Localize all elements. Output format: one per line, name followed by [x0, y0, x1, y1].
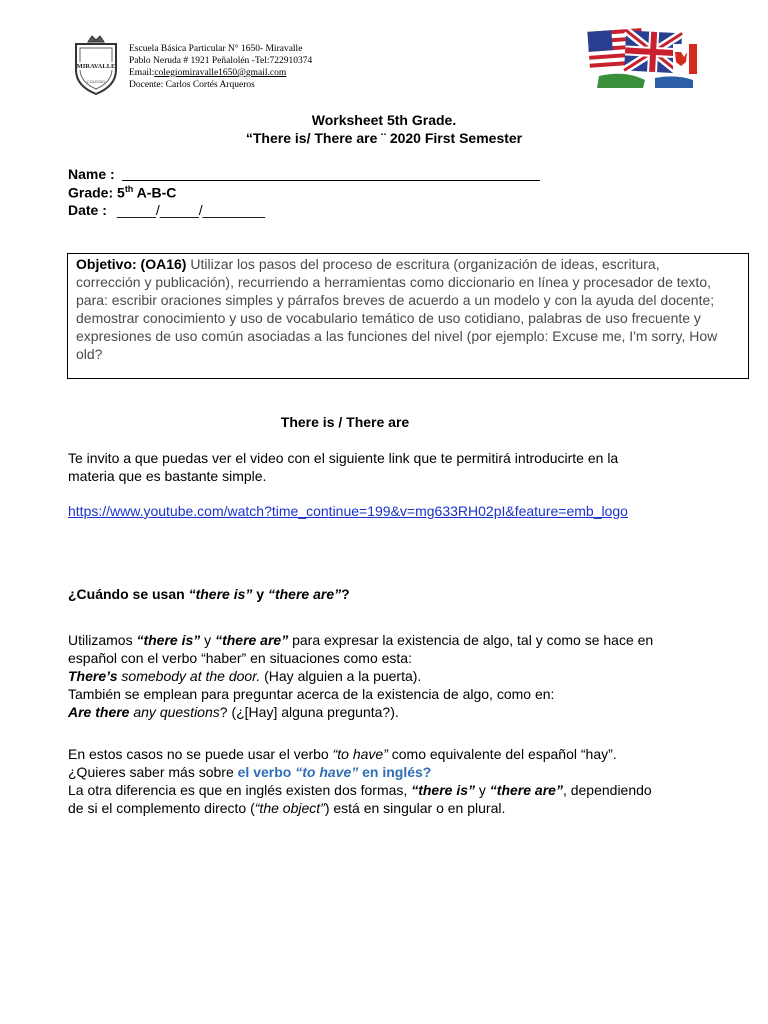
- logo-text: MIRAVALLE: [76, 63, 116, 70]
- school-logo: [72, 34, 120, 96]
- objective-text: [76, 255, 744, 363]
- closing-text: ) está en singular o en plural.: [324, 800, 506, 816]
- usage-paragraph: [68, 631, 748, 721]
- objective-line: Utilizar los pasos del proceso de escritura (organización de ideas, escritura,: [190, 256, 660, 272]
- objective-box: [67, 253, 749, 379]
- example-text: any questions: [129, 704, 220, 720]
- objective-line: expresiones de uso común asociadas a las funciones del nivel (por ejemplo: Excuse me, I'm sorry, How: [76, 328, 718, 344]
- closing-em: “there is”: [411, 782, 476, 798]
- date-label: Date :: [68, 202, 107, 218]
- email-prefix: Email:: [129, 68, 155, 78]
- teacher-name: Docente: Carlos Cortés Arqueros: [129, 80, 255, 90]
- youtube-link[interactable]: https://www.youtube.com/watch?time_continue=199&v=mg633RH02pI&feature=emb_logo: [68, 503, 628, 519]
- school-name: Escuela Básica Particular N° 1650- Miravalle: [129, 44, 303, 54]
- example-text: somebody at the door.: [117, 668, 261, 684]
- question-part: ?: [341, 586, 350, 602]
- intro-line-1: Te invito a que puedas ver el video con el siguiente link que te permitirá introducirte en la: [68, 450, 619, 466]
- question-heading: [68, 585, 350, 603]
- closing-text: ¿Quieres saber más sobre: [68, 764, 238, 780]
- worksheet-subtitle: “There is/ There are ¨ 2020 First Semester: [245, 130, 523, 146]
- closing-text: y: [475, 782, 490, 798]
- closing-em: “the object”: [254, 800, 325, 816]
- email-link[interactable]: colegiomiravalle1650@gmail.com: [154, 68, 287, 78]
- link-text: el verbo: [237, 764, 296, 780]
- usage-em: “there is”: [136, 632, 201, 648]
- usage-line: español con el verbo “haber” en situaciones como esta:: [68, 650, 412, 666]
- objective-line: old?: [76, 346, 103, 362]
- school-address: Pablo Neruda # 1921 Peñalolén -Tel:722910374: [129, 56, 313, 66]
- link-em: “to have”: [295, 764, 359, 780]
- intro-line-2: materia que es bastante simple.: [68, 468, 267, 484]
- example-translation: ? (¿[Hay] alguna pregunta?).: [219, 704, 399, 720]
- example-em: Are there: [68, 704, 130, 720]
- objective-line: para: escribir oraciones simples y párrafos breves de acuerdo a un modelo y con la ayuda del docente;: [76, 292, 715, 308]
- question-part: y: [252, 586, 268, 602]
- question-em: “there is”: [188, 586, 253, 602]
- logo-subtext: COLEGIO: [86, 79, 106, 84]
- to-have-link[interactable]: [238, 764, 432, 780]
- objective-line: demostrar conocimiento y uso de vocabulario temático de uso cotidiano, palabras de uso frecuente y: [76, 310, 701, 326]
- example-em: There’s: [68, 668, 118, 684]
- closing-text: La otra diferencia es que en inglés existen dos formas,: [68, 782, 412, 798]
- link-text: en inglés?: [358, 764, 432, 780]
- closing-text: como equivalente del español “hay”.: [387, 746, 617, 762]
- name-label: Name :: [68, 166, 115, 182]
- grade-label: Grade: 5: [68, 184, 125, 201]
- grade-field: [68, 184, 176, 201]
- usage-text: Utilizamos: [68, 632, 137, 648]
- closing-paragraph: [68, 745, 748, 817]
- usage-text: y: [200, 632, 216, 648]
- flags-image: [585, 24, 701, 90]
- question-part: ¿Cuándo se usan: [68, 586, 189, 602]
- section-title: There is / There are: [280, 414, 410, 430]
- closing-text: , dependiendo: [562, 782, 652, 798]
- question-em: “there are”: [267, 586, 342, 602]
- usage-em: “there are”: [215, 632, 289, 648]
- school-email: [129, 67, 286, 79]
- closing-text: En estos casos no se puede usar el verbo: [68, 746, 333, 762]
- worksheet-title: Worksheet 5th Grade.: [311, 112, 457, 128]
- grade-value: A-B-C: [133, 184, 177, 201]
- usage-line: También se emplean para preguntar acerca de la existencia de algo, como en:: [68, 686, 555, 702]
- objective-line: corrección y publicación), recurriendo a herramientas como diccionario en línea y procesador de texto,: [76, 274, 711, 290]
- objective-label: Objetivo: (OA16): [76, 256, 187, 272]
- closing-em: “to have”: [332, 746, 388, 762]
- usage-text: para expresar la existencia de algo, tal y como se hace en: [288, 632, 654, 648]
- name-input-line[interactable]: [122, 180, 540, 181]
- example-translation: (Hay alguien a la puerta).: [260, 668, 422, 684]
- closing-em: “there are”: [489, 782, 563, 798]
- date-input[interactable]: _____/_____/________: [117, 202, 265, 218]
- grade-suffix: th: [124, 184, 134, 194]
- closing-text: de si el complemento directo (: [68, 800, 255, 816]
